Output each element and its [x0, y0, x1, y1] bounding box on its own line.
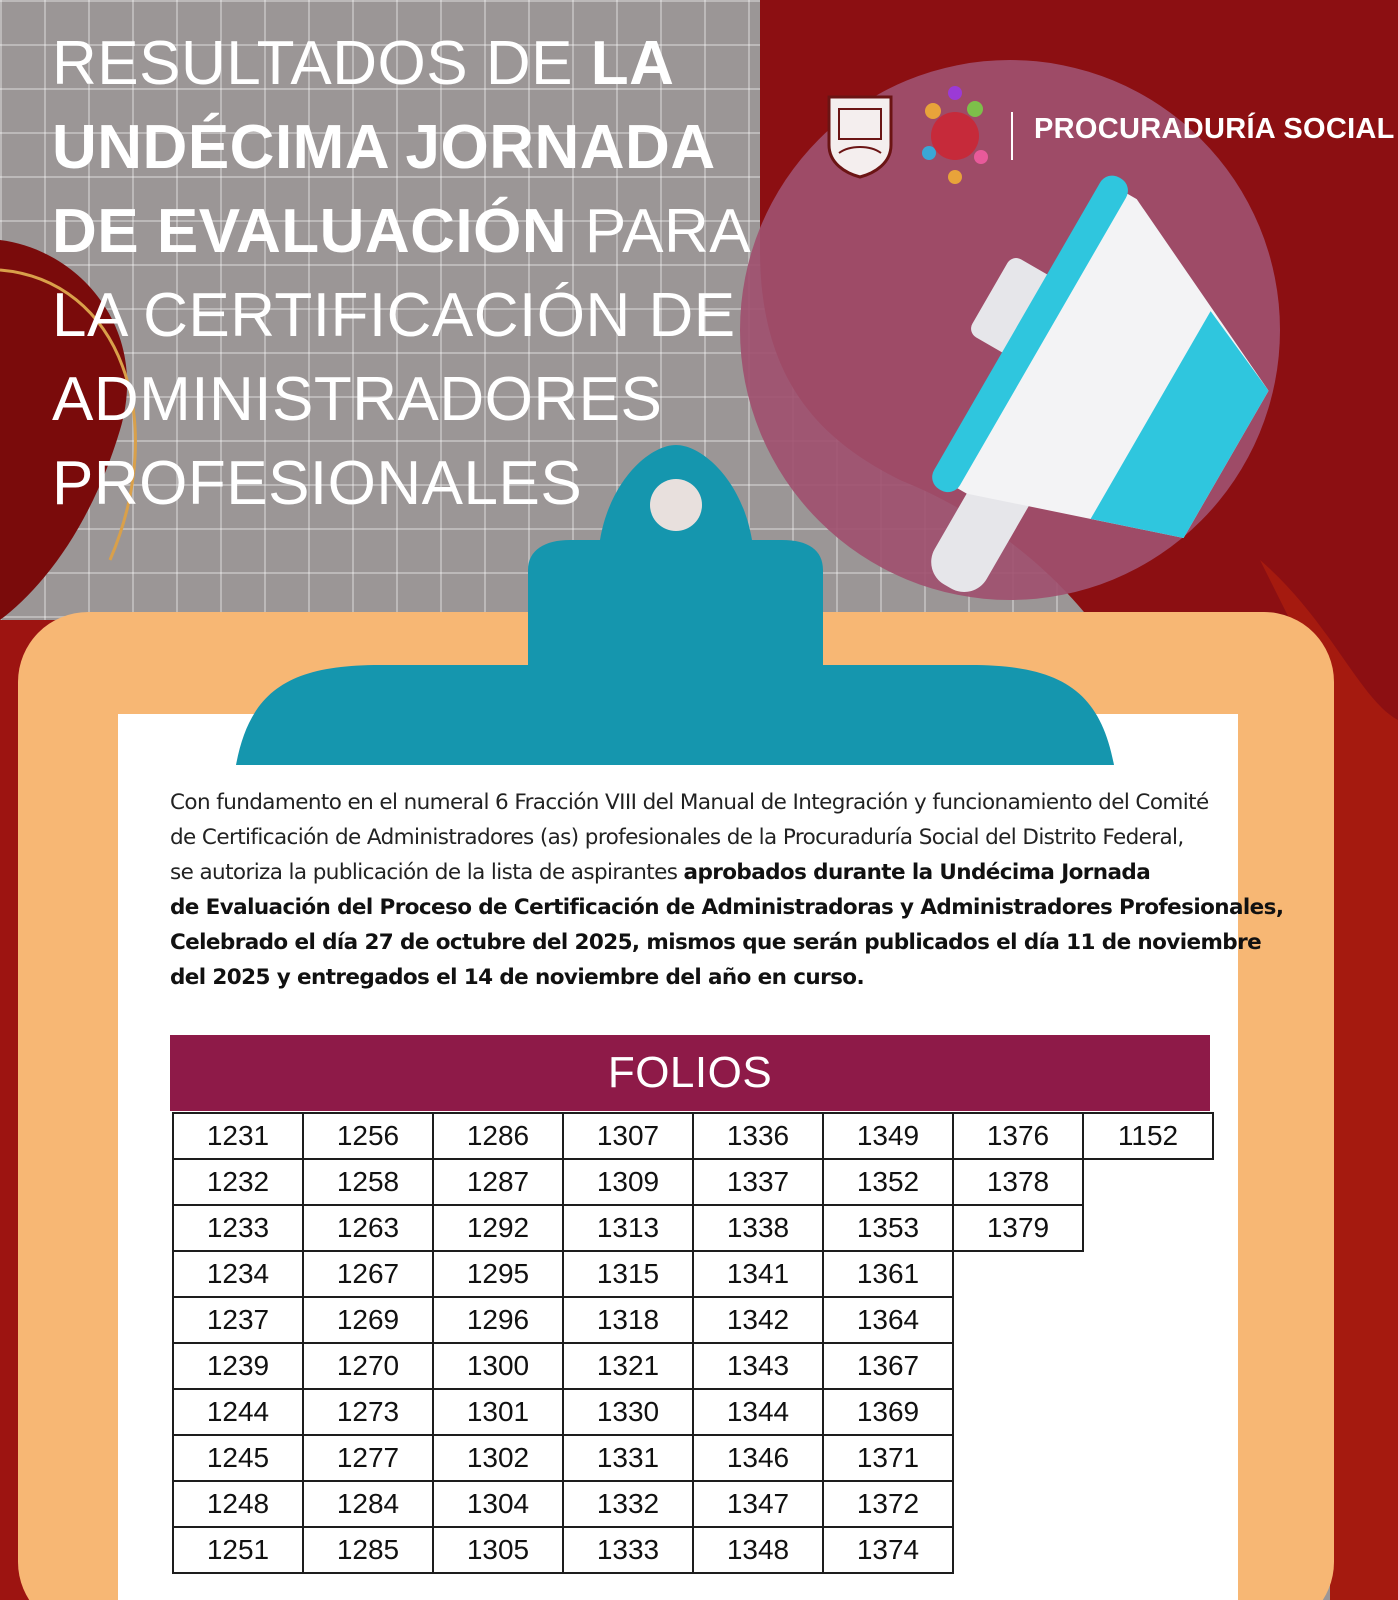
- intro-line: del 2025 y entregados el 14 de noviembre del año en curso.: [170, 965, 865, 990]
- folio-cell: 1372: [823, 1481, 953, 1527]
- folio-cell: 1315: [563, 1251, 693, 1297]
- folio-cell: 1309: [563, 1159, 693, 1205]
- folio-cell: 1284: [303, 1481, 433, 1527]
- table-row: [173, 1343, 1213, 1389]
- folio-cell: 1353: [823, 1205, 953, 1251]
- table-row: [173, 1113, 1213, 1159]
- folio-cell: 1337: [693, 1159, 823, 1205]
- folio-cell: 1231: [173, 1113, 303, 1159]
- folio-cell: 1331: [563, 1435, 693, 1481]
- empty-cell: [953, 1251, 1083, 1297]
- empty-cell: [1083, 1389, 1213, 1435]
- folio-cell: 1285: [303, 1527, 433, 1573]
- folio-cell: 1330: [563, 1389, 693, 1435]
- folio-cell: 1300: [433, 1343, 563, 1389]
- logo-group: [825, 86, 1013, 186]
- title-line-2: UNDÉCIMA JORNADA: [52, 113, 716, 182]
- folio-cell: 1361: [823, 1251, 953, 1297]
- title-line-5: ADMINISTRADORES: [52, 365, 663, 434]
- empty-cell: [953, 1343, 1083, 1389]
- title-line-3: DE EVALUACIÓN PARA: [52, 197, 752, 266]
- table-row: [173, 1435, 1213, 1481]
- folio-cell: 1152: [1083, 1113, 1213, 1159]
- folio-cell: 1277: [303, 1435, 433, 1481]
- heart-floral-logo-icon: [915, 81, 995, 191]
- folio-cell: 1292: [433, 1205, 563, 1251]
- table-row: [173, 1481, 1213, 1527]
- empty-cell: [953, 1527, 1083, 1573]
- intro-line: se autoriza la publicación de la lista de aspirantes aprobados durante la Undécima Jornada: [170, 860, 1151, 885]
- folio-cell: 1296: [433, 1297, 563, 1343]
- folio-cell: 1270: [303, 1343, 433, 1389]
- title-line-6: PROFESIONALES: [52, 449, 583, 518]
- empty-cell: [953, 1481, 1083, 1527]
- folio-cell: 1232: [173, 1159, 303, 1205]
- folio-cell: 1267: [303, 1251, 433, 1297]
- folio-cell: 1346: [693, 1435, 823, 1481]
- folio-cell: 1348: [693, 1527, 823, 1573]
- folio-cell: 1305: [433, 1527, 563, 1573]
- folio-cell: 1379: [953, 1205, 1083, 1251]
- table-row: [173, 1297, 1213, 1343]
- intro-line: Celebrado el día 27 de octubre del 2025, mismos que serán publicados el día 11 de noviembre: [170, 930, 1262, 955]
- folio-cell: 1344: [693, 1389, 823, 1435]
- folio-cell: 1378: [953, 1159, 1083, 1205]
- folio-cell: 1304: [433, 1481, 563, 1527]
- folio-cell: 1273: [303, 1389, 433, 1435]
- intro-line: de Evaluación del Proceso de Certificación de Administradoras y Administradores Profesionales,: [170, 895, 1284, 920]
- folio-cell: 1301: [433, 1389, 563, 1435]
- folio-cell: 1374: [823, 1527, 953, 1573]
- intro-line: Con fundamento en el numeral 6 Fracción VIII del Manual de Integración y funcionamiento del Comité: [170, 790, 1209, 815]
- folios-table: [172, 1112, 1214, 1574]
- folio-cell: 1234: [173, 1251, 303, 1297]
- folio-cell: 1371: [823, 1435, 953, 1481]
- empty-cell: [1083, 1159, 1213, 1205]
- empty-cell: [1083, 1251, 1213, 1297]
- table-row: [173, 1251, 1213, 1297]
- folio-cell: 1256: [303, 1113, 433, 1159]
- folio-cell: 1307: [563, 1113, 693, 1159]
- folio-cell: 1244: [173, 1389, 303, 1435]
- folio-cell: 1367: [823, 1343, 953, 1389]
- empty-cell: [1083, 1481, 1213, 1527]
- folio-cell: 1251: [173, 1527, 303, 1573]
- folio-cell: 1237: [173, 1297, 303, 1343]
- empty-cell: [1083, 1205, 1213, 1251]
- folio-cell: 1248: [173, 1481, 303, 1527]
- folio-cell: 1369: [823, 1389, 953, 1435]
- empty-cell: [1083, 1297, 1213, 1343]
- folio-cell: 1233: [173, 1205, 303, 1251]
- folio-cell: 1332: [563, 1481, 693, 1527]
- table-row: [173, 1527, 1213, 1573]
- brand-name: PROCURADURÍA SOCIAL: [1034, 113, 1395, 145]
- folio-cell: 1269: [303, 1297, 433, 1343]
- folios-heading: FOLIOS: [170, 1035, 1210, 1111]
- folio-cell: 1239: [173, 1343, 303, 1389]
- folio-cell: 1336: [693, 1113, 823, 1159]
- folio-cell: 1347: [693, 1481, 823, 1527]
- folio-cell: 1295: [433, 1251, 563, 1297]
- folio-cell: 1333: [563, 1527, 693, 1573]
- empty-cell: [953, 1435, 1083, 1481]
- title-line-4: LA CERTIFICACIÓN DE: [52, 281, 736, 350]
- folio-cell: 1313: [563, 1205, 693, 1251]
- folio-cell: 1258: [303, 1159, 433, 1205]
- folio-cell: 1342: [693, 1297, 823, 1343]
- table-row: [173, 1389, 1213, 1435]
- shield-logo-icon: [825, 93, 895, 179]
- folio-cell: 1376: [953, 1113, 1083, 1159]
- empty-cell: [953, 1389, 1083, 1435]
- empty-cell: [953, 1297, 1083, 1343]
- empty-cell: [1083, 1343, 1213, 1389]
- folio-cell: 1287: [433, 1159, 563, 1205]
- table-row: [173, 1205, 1213, 1251]
- empty-cell: [1083, 1527, 1213, 1573]
- folio-cell: 1352: [823, 1159, 953, 1205]
- empty-cell: [1083, 1435, 1213, 1481]
- folio-cell: 1343: [693, 1343, 823, 1389]
- folio-cell: 1318: [563, 1297, 693, 1343]
- folio-cell: 1321: [563, 1343, 693, 1389]
- folio-cell: 1286: [433, 1113, 563, 1159]
- folio-cell: 1364: [823, 1297, 953, 1343]
- logo-divider: [1011, 112, 1013, 160]
- folio-cell: 1338: [693, 1205, 823, 1251]
- folio-cell: 1349: [823, 1113, 953, 1159]
- table-row: [173, 1159, 1213, 1205]
- intro-line: de Certificación de Administradores (as) profesionales de la Procuraduría Social del Distrito Federal,: [170, 825, 1184, 850]
- folio-cell: 1245: [173, 1435, 303, 1481]
- title-line-1: RESULTADOS DE LA: [52, 29, 675, 98]
- intro-text: [170, 785, 1284, 995]
- folio-cell: 1263: [303, 1205, 433, 1251]
- folio-cell: 1341: [693, 1251, 823, 1297]
- folio-cell: 1302: [433, 1435, 563, 1481]
- page-title: [52, 22, 752, 526]
